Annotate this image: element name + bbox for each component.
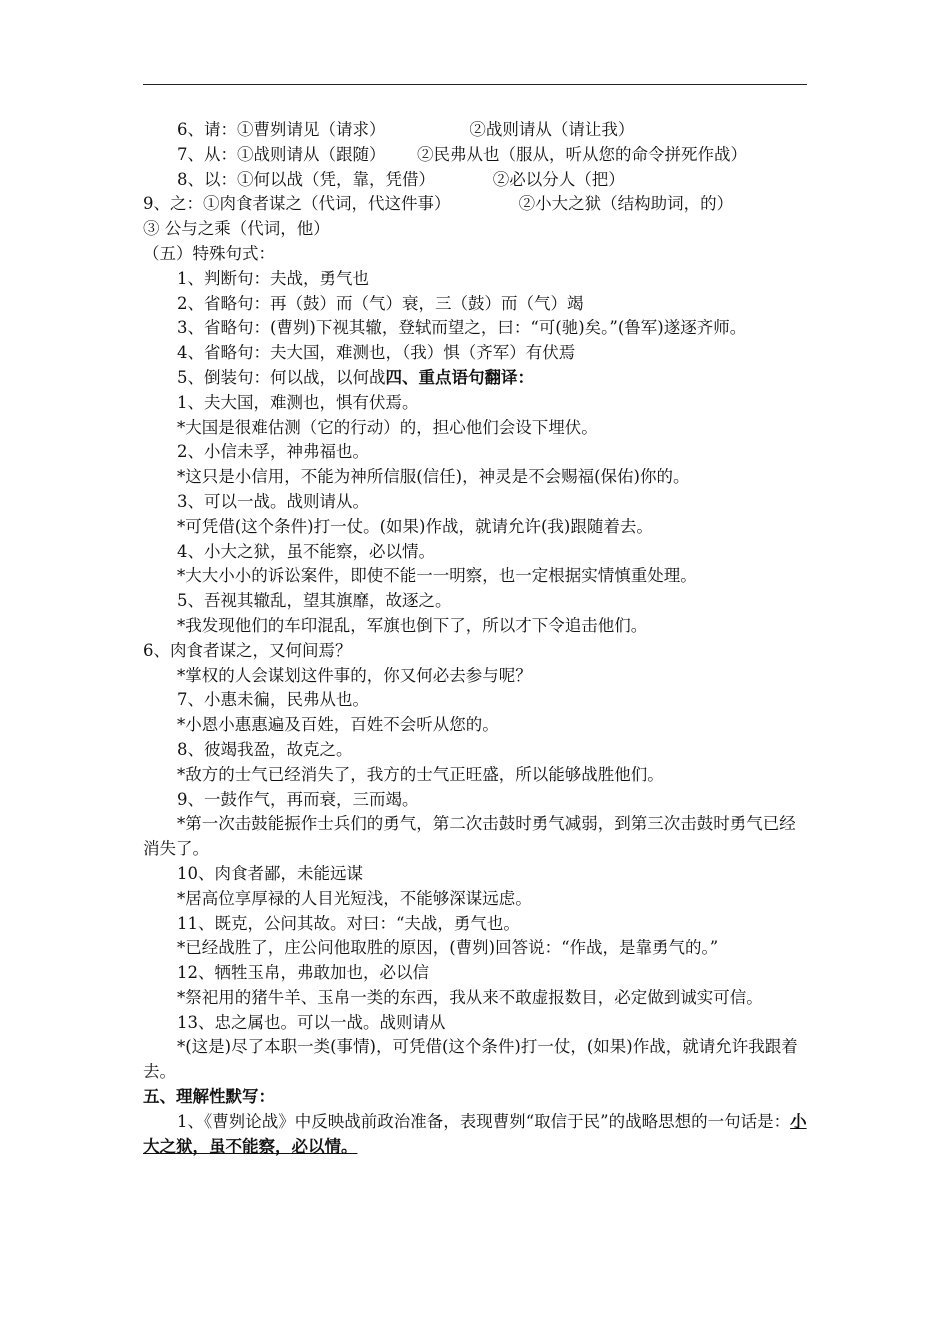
- text-line: 7、小惠未徧，民弗从也。: [177, 690, 369, 710]
- translation-13: 13、忠之属也。可以一战。战则请从: [177, 1012, 446, 1032]
- text-line: *小恩小惠惠遍及百姓，百姓不会听从您的。: [177, 715, 499, 735]
- text-line: 3、可以一战。战则请从。: [177, 491, 369, 511]
- text-line: 9、之：①肉食者谋之（代词，代这件事） ②小大之狱（结构助词，的）: [143, 194, 734, 214]
- text-line: 6、请：①曹刿请见（请求） ②战则请从（请让我）: [177, 120, 635, 139]
- text-line: （五）特殊句式：: [143, 243, 275, 263]
- text-line: *我发现他们的车印混乱，军旗也倒下了，所以才下令追击他们。: [177, 615, 648, 635]
- text-line: *已经战胜了，庄公问他取胜的原因，(曹刿)回答说：“作战，是靠勇气的。”: [177, 938, 719, 958]
- text-line: 11、既克，公问其故。对曰：“夫战，勇气也。: [177, 913, 520, 933]
- text-line: 1、判断句：夫战，勇气也: [177, 268, 369, 288]
- text-line: *掌权的人会谋划这件事的，你又何必去参与呢？: [177, 665, 532, 685]
- question-1: [143, 1110, 807, 1160]
- text-line: 2、省略句：再（鼓）而（气）衰，三（鼓）而（气）竭: [177, 293, 584, 313]
- text-line: 9、一鼓作气，再而衰，三而竭。: [177, 789, 419, 809]
- header-rule: [143, 84, 807, 85]
- text-line: *大国是很难估测（它的行动）的，担心他们会设下埋伏。: [177, 417, 598, 437]
- text-line: *可凭借(这个条件)打一仗。(如果)作战，就请允许(我)跟随着去。: [177, 516, 653, 536]
- text-line: 6、肉食者谋之，又何间焉？: [143, 640, 352, 660]
- question-1-text: 1、《曹刿论战》中反映战前政治准备，表现曹刿“取信于民”的战略思想的一句话是：: [177, 1111, 791, 1131]
- section-4-heading: 四、重点语句翻译：: [385, 367, 534, 387]
- text-line: *居高位享厚禄的人目光短浅，不能够深谋远虑。: [177, 888, 532, 908]
- text-line: *大大小小的诉讼案件，即使不能一一明察，也一定根据实情慎重处理。: [177, 566, 697, 586]
- top-block: [143, 118, 807, 316]
- question-1-answer: 小大之狱，虽不能察，必以情。: [143, 1111, 807, 1156]
- text-line: ③ 公与之乘（代词，他）: [143, 219, 330, 239]
- text-line: 10、肉食者鄙，未能远谋: [177, 863, 363, 883]
- translation-13-explanation: *(这是)尽了本职一类(事情)，可凭借(这个条件)打一仗，(如果)作战，就请允许我跟着去。: [143, 1037, 798, 1082]
- translation-list-2: [143, 862, 807, 986]
- translation-9-explanation: *第一次击鼓能振作士兵们的勇气，第二次击鼓时勇气减弱，到第三次击鼓时勇气已经消失了。: [143, 814, 796, 859]
- text-line: 2、小信未孚，神弗福也。: [177, 442, 369, 462]
- text-line: 12、牺牲玉帛，弗敢加也，必以信: [177, 963, 429, 983]
- text-line: 1、夫大国，难测也，惧有伏焉。: [177, 392, 419, 412]
- sentence-pattern-4: 4、省略句：夫大国，难测也，（我）惧（齐军）有伏焉: [177, 343, 576, 363]
- text-line: *这只是小信用，不能为神所信服(信任)，神灵是不会赐福(保佑)你的。: [177, 467, 690, 487]
- text-line: 7、从：①战则请从（跟随） ②民弗从也（服从，听从您的命令拼死作战）: [177, 144, 747, 164]
- sentence-pattern-3: 3、省略句：(曹刿)下视其辙，登轼而望之，曰：“可(驰)矣。”(鲁军)遂逐齐师。: [177, 318, 747, 338]
- text-line: 8、以：①何以战（凭，靠，凭借） ②必以分人（把）: [177, 169, 625, 189]
- sentence-pattern-5: [143, 366, 807, 391]
- section-5-heading: 五、理解性默写：: [143, 1087, 275, 1107]
- text-line: 4、小大之狱，虽不能察，必以情。: [177, 541, 435, 561]
- text-line: *敌方的士气已经消失了，我方的士气正旺盛，所以能够战胜他们。: [177, 764, 664, 784]
- text-line: 5、吾视其辙乱，望其旗靡，故逐之。: [177, 591, 452, 611]
- translation-12-explanation: *祭祀用的猪牛羊、玉帛一类的东西，我从来不敢虚报数目，必定做到诚实可信。: [177, 987, 763, 1007]
- document-body: [143, 118, 807, 1159]
- translation-list: [143, 391, 807, 813]
- sentence-pattern-5-text: 5、倒装句：何以战，以何战: [177, 367, 386, 387]
- text-line: 8、彼竭我盈，故克之。: [177, 739, 353, 759]
